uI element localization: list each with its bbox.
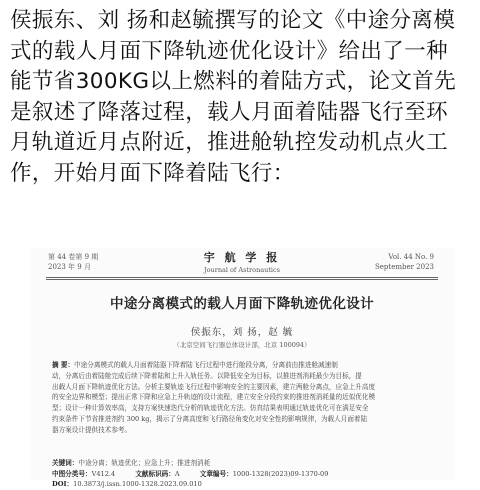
journal-name-cn: 宇 航 学 报 bbox=[203, 251, 281, 264]
header-rule bbox=[46, 277, 438, 278]
class-label: 中图分类号： bbox=[52, 469, 92, 478]
abstract-line: 的安全边界和模型；提出正常下降和应急上升轨迹的设计流程，建立安全分段约束的推进剂消耗量的近似优化模 bbox=[52, 393, 376, 402]
paper-metadata bbox=[52, 458, 436, 490]
paper-affiliation: （北京空间飞行器总体设计部，北京 100094） bbox=[173, 341, 311, 349]
abstract-line: 出载人月面下降轨迹优化方法。分析主要轨迹飞行过程中影响安全的主要因素，建立两舱分离点，应急上升高度 bbox=[52, 382, 376, 391]
intro-line: 能节省300KG以上燃料的着陆方式，论文首先 bbox=[10, 69, 457, 94]
intro-text bbox=[10, 6, 474, 189]
abstract-line: 型；设计一种计算效率高，支持方案快速迭代分析的轨迹优化方法。仿真结果表明通过轨迹优化可在满足安全 bbox=[52, 404, 369, 413]
issue-date-cn: 2023 年 9 月 bbox=[48, 263, 91, 271]
paper-header-right bbox=[375, 252, 434, 272]
keywords-row bbox=[52, 458, 436, 469]
abstract-line: 动，分离后由着陆舱完成后续下降着陆和上升入轨任务。以降低安全为目标，以推进剂消耗最少为目标，提 bbox=[52, 371, 362, 380]
paper-abstract bbox=[52, 360, 436, 436]
journal-name-en: Journal of Astronautics bbox=[204, 266, 280, 274]
class-value: V412.4 bbox=[91, 469, 116, 478]
doc-code-label: 文献标识码： bbox=[135, 469, 175, 478]
keywords-value: 中途分离；轨迹优化；应急上升；推进剂消耗 bbox=[78, 459, 211, 467]
issue-date-en: September 2023 bbox=[374, 263, 434, 271]
article-no-label: 文章编号： bbox=[199, 469, 233, 478]
volume-issue-en: Vol. 44 No. 9 bbox=[388, 253, 434, 261]
intro-line: 作，开始月面下降着陆飞行： bbox=[10, 160, 295, 186]
paper-title: 中途分离模式的载人月面下降轨迹优化设计 bbox=[109, 296, 375, 312]
paper-screenshot bbox=[30, 248, 454, 489]
intro-line: 式的载人月面下降轨迹优化设计》给出了一种 bbox=[10, 38, 449, 64]
paper-authors: 侯振东，刘 扬，赵 毓 bbox=[190, 327, 294, 338]
doi-row bbox=[52, 479, 436, 490]
volume-issue: 第 44 卷第 9 期 bbox=[48, 253, 99, 261]
doi-label: DOI： bbox=[52, 480, 74, 489]
classification-row bbox=[52, 469, 436, 480]
abstract-line: 器方案设计提供技术参考。 bbox=[52, 425, 132, 434]
abstract-line: 中途分离模式的载人月面着陆器下降着陆飞行过程中进行舱段分离，分离前由推进舱减速制 bbox=[74, 361, 338, 369]
intro-line: 月轨道近月点附近，推进舱轨控发动机点火工 bbox=[10, 130, 449, 155]
abstract-label: 摘 要： bbox=[52, 361, 75, 369]
doi-value: 10.3873/j.issn.1000-1328.2023.09.010 bbox=[73, 480, 202, 489]
intro-line: 是叙述了降落过程，载人月面着陆器飞行至环 bbox=[10, 99, 449, 125]
abstract-line: 约束条件下节省推进剂约 300 kg，揭示了分离高度和飞行路径角变化对安全性的影响规律，为载人月面着陆 bbox=[52, 414, 368, 423]
article-no-value: 1000-1328(2023)09-1370-09 bbox=[232, 469, 329, 478]
header-rule-thin bbox=[46, 279, 438, 280]
doc-code-value: A bbox=[174, 469, 180, 478]
intro-line: 侯振东、刘 扬和赵毓撰写的论文《中途分离模 bbox=[10, 8, 456, 33]
keywords-label: 关键词： bbox=[52, 459, 79, 467]
